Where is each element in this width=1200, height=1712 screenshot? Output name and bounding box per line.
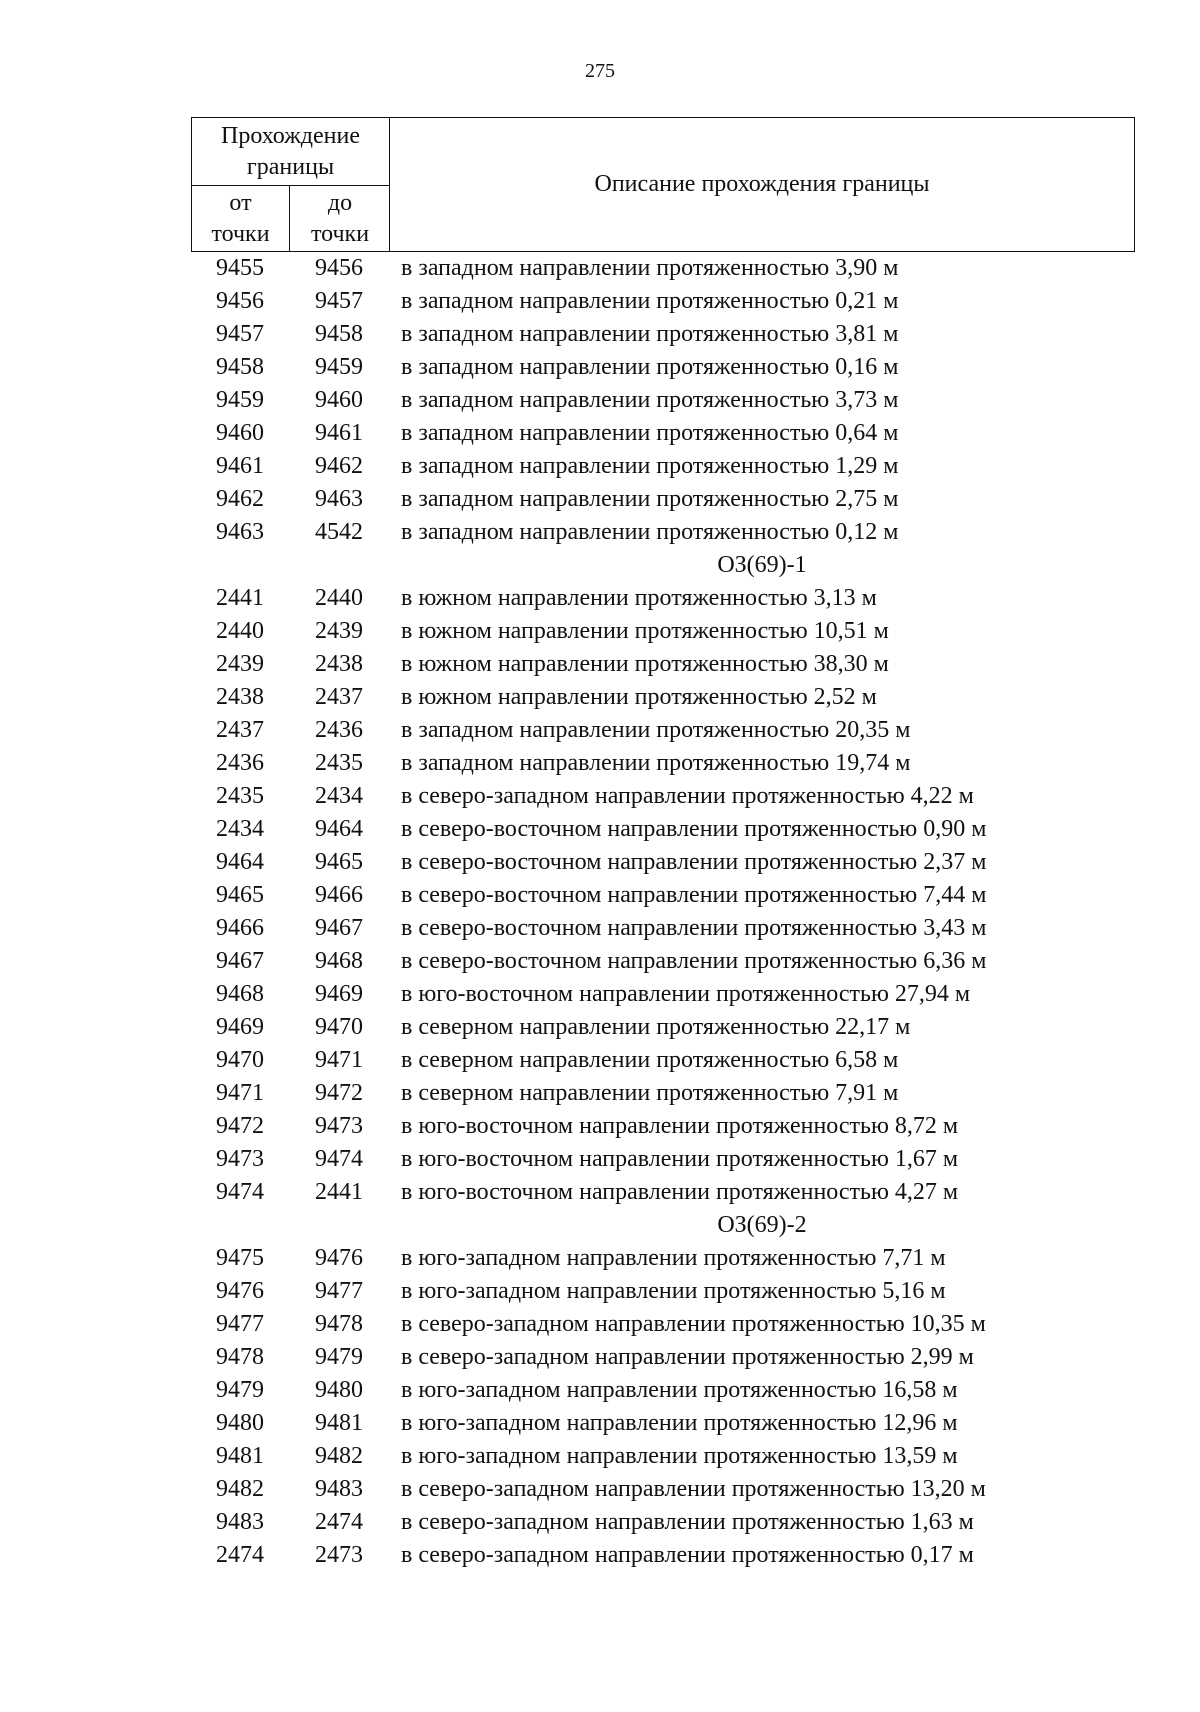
table-row (191, 1473, 1135, 1506)
description-cell: в западном направлении протяженностью 0,12 м (401, 519, 899, 545)
description-cell: в юго-восточном направлении протяженностью 27,94 м (401, 981, 971, 1007)
description-cell: в юго-западном направлении протяженностью 13,59 м (401, 1443, 958, 1469)
boundary-passage-group-header (192, 118, 390, 251)
table-row (191, 747, 1135, 780)
to-point-cell: 2435 (315, 750, 363, 776)
to-point-cell: 9470 (315, 1014, 363, 1040)
from-header-line2: точки (211, 221, 270, 247)
to-point-cell: 2440 (315, 585, 363, 611)
description-cell: в северо-западном направлении протяженностью 13,20 м (401, 1476, 986, 1502)
from-point-cell: 2441 (216, 585, 264, 611)
table-row (191, 648, 1135, 681)
from-point-cell: 9480 (216, 1410, 264, 1436)
table-row (191, 1506, 1135, 1539)
table-row (191, 978, 1135, 1011)
description-cell: в северо-западном направлении протяженностью 10,35 м (401, 1311, 986, 1337)
to-point-cell: 2439 (315, 618, 363, 644)
to-point-cell: 9462 (315, 453, 363, 479)
description-cell: в северо-западном направлении протяженностью 4,22 м (401, 783, 974, 809)
group-header-line2: границы (246, 154, 335, 180)
from-point-cell: 9456 (216, 288, 264, 314)
from-point-cell: 9461 (216, 453, 264, 479)
description-cell: в северо-восточном направлении протяженностью 3,43 м (401, 915, 987, 941)
from-point-cell: 9473 (216, 1146, 264, 1172)
description-cell: в юго-восточном направлении протяженностью 1,67 м (401, 1146, 959, 1172)
from-point-cell: 9455 (216, 255, 264, 281)
from-point-cell: 2439 (216, 651, 264, 677)
to-point-cell: 9479 (315, 1344, 363, 1370)
table-row (191, 384, 1135, 417)
to-point-cell: 2436 (315, 717, 363, 743)
description-cell: в юго-западном направлении протяженностью 7,71 м (401, 1245, 946, 1271)
to-header-line2: точки (310, 221, 370, 247)
from-point-cell: 9458 (216, 354, 264, 380)
description-cell: в северо-западном направлении протяженностью 2,99 м (401, 1344, 974, 1370)
to-point-cell: 2434 (315, 783, 363, 809)
description-cell: в западном направлении протяженностью 3,81 м (401, 321, 899, 347)
table-row (191, 846, 1135, 879)
to-point-cell: 2438 (315, 651, 363, 677)
description-cell: в северном направлении протяженностью 22,17 м (401, 1014, 911, 1040)
table-row (191, 1011, 1135, 1044)
from-point-cell: 2435 (216, 783, 264, 809)
to-point-cell: 9468 (315, 948, 363, 974)
description-cell: в юго-западном направлении протяженностью 16,58 м (401, 1377, 958, 1403)
group-header-line1: Прохождение (220, 123, 360, 149)
to-point-cell: 9458 (315, 321, 363, 347)
to-point-cell: 9467 (315, 915, 363, 941)
to-point-cell: 9465 (315, 849, 363, 875)
to-point-cell: 9461 (315, 420, 363, 446)
description-cell: в западном направлении протяженностью 0,16 м (401, 354, 899, 380)
to-point-cell: 9481 (315, 1410, 363, 1436)
description-cell: в северном направлении протяженностью 7,91 м (401, 1080, 899, 1106)
to-point-cell: 2437 (315, 684, 363, 710)
from-point-cell: 9467 (216, 948, 264, 974)
table-row (191, 1341, 1135, 1374)
table-row (191, 879, 1135, 912)
table-row (191, 1077, 1135, 1110)
from-point-cell: 9464 (216, 849, 264, 875)
from-point-cell: 2437 (216, 717, 264, 743)
description-cell: в юго-западном направлении протяженностью 12,96 м (401, 1410, 958, 1436)
to-point-cell: 9471 (315, 1047, 363, 1073)
from-point-cell: 2436 (216, 750, 264, 776)
from-point-cell: 2440 (216, 618, 264, 644)
table-row (191, 945, 1135, 978)
description-cell: в западном направлении протяженностью 0,64 м (401, 420, 899, 446)
from-point-cell: 9483 (216, 1509, 264, 1535)
table-row (191, 615, 1135, 648)
from-point-cell: 9459 (216, 387, 264, 413)
description-cell: в северо-западном направлении протяженностью 0,17 м (401, 1542, 974, 1568)
table-row (191, 285, 1135, 318)
from-point-cell: 9476 (216, 1278, 264, 1304)
from-point-cell: 9475 (216, 1245, 264, 1271)
description-cell: в западном направлении протяженностью 0,21 м (401, 288, 899, 314)
to-point-cell: 9477 (315, 1278, 363, 1304)
to-point-cell: 9483 (315, 1476, 363, 1502)
table-row (191, 714, 1135, 747)
description-cell: в южном направлении протяженностью 2,52 м (401, 684, 877, 710)
table-row (191, 417, 1135, 450)
table-row (191, 450, 1135, 483)
description-cell: в северо-восточном направлении протяженностью 7,44 м (401, 882, 987, 908)
table-row (191, 1044, 1135, 1077)
section-title: ОЗ(69)-1 (717, 552, 807, 578)
from-header-line1: от (229, 190, 252, 216)
from-point-cell: 9479 (216, 1377, 264, 1403)
description-cell: в западном направлении протяженностью 3,73 м (401, 387, 899, 413)
section-title: ОЗ(69)-2 (717, 1212, 807, 1238)
table-header (191, 117, 1135, 252)
table-row (191, 318, 1135, 351)
to-point-cell: 9469 (315, 981, 363, 1007)
from-point-cell: 9478 (216, 1344, 264, 1370)
table-row (191, 681, 1135, 714)
to-point-cell: 9482 (315, 1443, 363, 1469)
table-row (191, 483, 1135, 516)
from-point-cell: 9463 (216, 519, 264, 545)
to-point-cell: 9460 (315, 387, 363, 413)
to-point-header (290, 186, 390, 254)
table-row (191, 252, 1135, 285)
from-point-cell: 9457 (216, 321, 264, 347)
from-point-cell: 9468 (216, 981, 264, 1007)
description-cell: в западном направлении протяженностью 1,29 м (401, 453, 899, 479)
to-point-cell: 9476 (315, 1245, 363, 1271)
description-cell: в юго-западном направлении протяженностью 5,16 м (401, 1278, 946, 1304)
table-row (191, 1308, 1135, 1341)
description-cell: в южном направлении протяженностью 38,30 м (401, 651, 889, 677)
description-cell: в западном направлении протяженностью 20,35 м (401, 717, 911, 743)
table-row (191, 582, 1135, 615)
to-point-cell: 9456 (315, 255, 363, 281)
description-cell: в северо-восточном направлении протяженностью 6,36 м (401, 948, 987, 974)
table-row (191, 912, 1135, 945)
to-point-cell: 4542 (315, 519, 363, 545)
description-cell: в юго-восточном направлении протяженностью 4,27 м (401, 1179, 959, 1205)
table-row (191, 516, 1135, 549)
description-cell: в западном направлении протяженностью 2,75 м (401, 486, 899, 512)
from-point-cell: 2438 (216, 684, 264, 710)
to-point-cell: 9480 (315, 1377, 363, 1403)
from-point-cell: 9477 (216, 1311, 264, 1337)
from-point-cell: 9462 (216, 486, 264, 512)
to-point-cell: 9464 (315, 816, 363, 842)
to-header-line1: до (327, 190, 353, 216)
table-row (191, 1275, 1135, 1308)
table-row (191, 780, 1135, 813)
table-row (191, 1110, 1135, 1143)
table-row (191, 1374, 1135, 1407)
from-point-cell: 9466 (216, 915, 264, 941)
table-row (191, 1440, 1135, 1473)
from-point-cell: 9481 (216, 1443, 264, 1469)
to-point-cell: 2474 (315, 1509, 363, 1535)
description-cell: в северном направлении протяженностью 6,58 м (401, 1047, 899, 1073)
table-row (191, 813, 1135, 846)
table-row (191, 1143, 1135, 1176)
group-header-cell (192, 118, 389, 186)
table-row (191, 1407, 1135, 1440)
from-point-cell: 2434 (216, 816, 264, 842)
to-point-cell: 9472 (315, 1080, 363, 1106)
to-point-cell: 9474 (315, 1146, 363, 1172)
to-point-cell: 9463 (315, 486, 363, 512)
description-cell: в западном направлении протяженностью 19,74 м (401, 750, 911, 776)
from-point-cell: 9470 (216, 1047, 264, 1073)
to-point-cell: 9466 (315, 882, 363, 908)
table-body (191, 252, 1135, 1572)
table-row (191, 1176, 1135, 1209)
description-cell: в северо-восточном направлении протяженностью 0,90 м (401, 816, 987, 842)
table-row (191, 1242, 1135, 1275)
from-point-header (192, 186, 290, 252)
to-point-cell: 9473 (315, 1113, 363, 1139)
from-point-cell: 9472 (216, 1113, 264, 1139)
from-point-cell: 9482 (216, 1476, 264, 1502)
to-point-cell: 9457 (315, 288, 363, 314)
table-row (191, 351, 1135, 384)
to-point-cell: 9459 (315, 354, 363, 380)
to-point-cell: 9478 (315, 1311, 363, 1337)
description-cell: в юго-восточном направлении протяженностью 8,72 м (401, 1113, 959, 1139)
from-point-cell: 2474 (216, 1542, 264, 1568)
from-point-cell: 9469 (216, 1014, 264, 1040)
description-cell: в южном направлении протяженностью 3,13 м (401, 585, 877, 611)
description-cell: в северо-западном направлении протяженностью 1,63 м (401, 1509, 974, 1535)
from-point-cell: 9465 (216, 882, 264, 908)
from-point-cell: 9471 (216, 1080, 264, 1106)
table-row (191, 1539, 1135, 1572)
to-point-cell: 2441 (315, 1179, 363, 1205)
description-cell: в южном направлении протяженностью 10,51 м (401, 618, 889, 644)
to-point-cell: 2473 (315, 1542, 363, 1568)
description-header: Описание прохождения границы (594, 171, 930, 197)
description-cell: в западном направлении протяженностью 3,90 м (401, 255, 899, 281)
description-cell: в северо-восточном направлении протяженностью 2,37 м (401, 849, 987, 875)
page-number: 275 (585, 60, 615, 82)
from-point-cell: 9474 (216, 1179, 264, 1205)
from-point-cell: 9460 (216, 420, 264, 446)
